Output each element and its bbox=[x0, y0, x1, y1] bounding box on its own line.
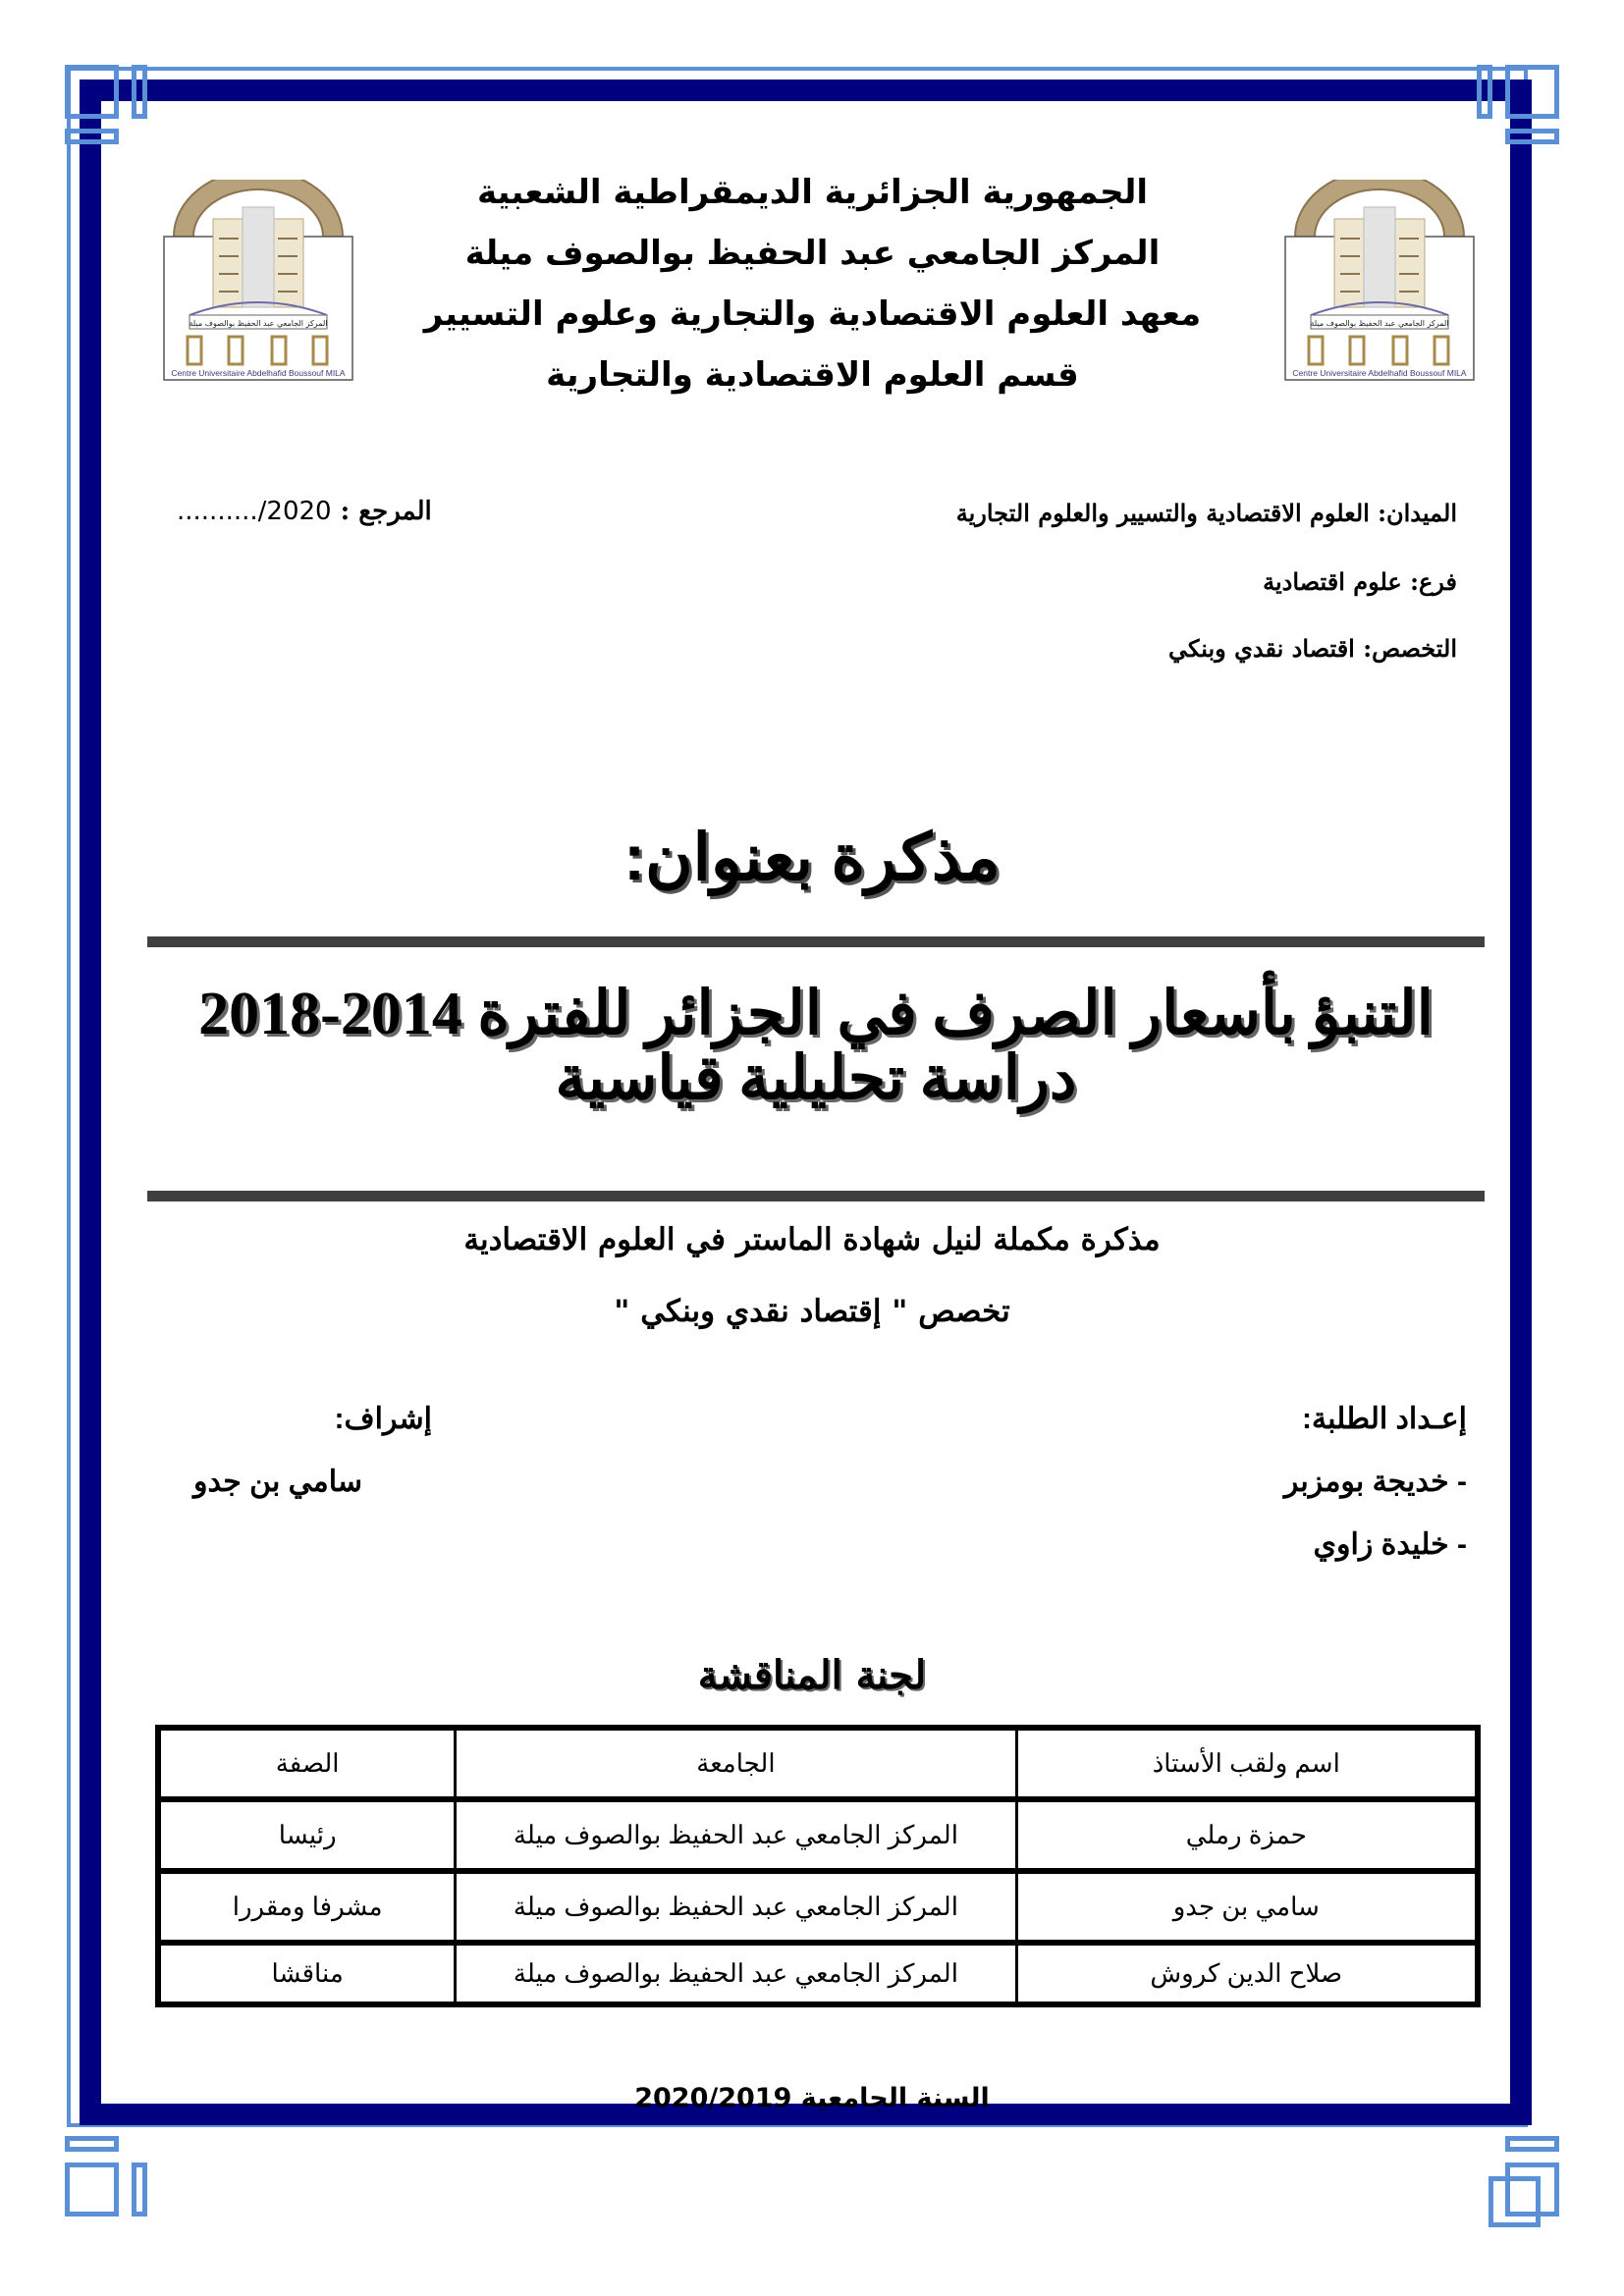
committee-title: لجنة المناقشة bbox=[697, 1652, 927, 1698]
logo-banner-text: المركز الجامعي عبد الحفيظ بوالصوف ميلة bbox=[1310, 319, 1449, 328]
header-university: المركز الجامعي عبد الحفيظ بوالصوف ميلة bbox=[464, 234, 1161, 273]
frame-corner-ornament bbox=[132, 65, 147, 119]
member-role: مناقشا bbox=[158, 1943, 456, 2004]
member-university: المركز الجامعي عبد الحفيظ بوالصوف ميلة bbox=[456, 1799, 1016, 1871]
university-logo-image bbox=[160, 180, 356, 386]
column-header-name: اسم ولقب الأستاذ bbox=[1016, 1728, 1478, 1799]
member-university: المركز الجامعي عبد الحفيظ بوالصوف ميلة bbox=[456, 1871, 1016, 1943]
column-header-university: الجامعة bbox=[456, 1728, 1016, 1799]
frame-corner-ornament bbox=[1489, 2176, 1541, 2227]
column-header-role: الصفة bbox=[158, 1728, 456, 1799]
specialty: التخصص: اقتصاد نقدي وبنكي bbox=[1167, 634, 1457, 663]
member-role: مشرفا ومقررا bbox=[158, 1871, 456, 1943]
frame-corner-ornament bbox=[1505, 129, 1559, 144]
student-name: - خديجة بومزبر bbox=[1283, 1466, 1467, 1498]
frame-corner-ornament bbox=[65, 129, 119, 144]
frame-corner-ornament bbox=[65, 65, 119, 119]
title-separator-top bbox=[147, 936, 1485, 947]
student-name: - خليدة زاوي bbox=[1313, 1528, 1467, 1561]
university-logo-image bbox=[1281, 180, 1478, 386]
logo-caption: Centre Universitaire Abdelhafid Boussouf MILA bbox=[171, 368, 346, 378]
title-separator-bottom bbox=[147, 1191, 1485, 1201]
degree-statement: مذكرة مكملة لنيل شهادة الماستر في العلوم الاقتصادية bbox=[463, 1222, 1161, 1257]
memo-heading: مذكرة بعنوان: bbox=[623, 821, 1001, 893]
students-label: إعـداد الطلبة: bbox=[1302, 1403, 1467, 1435]
supervisor-name: سامي بن جدو bbox=[193, 1466, 362, 1498]
logo-banner-text: المركز الجامعي عبد الحفيظ بوالصوف ميلة bbox=[189, 319, 328, 328]
thesis-title bbox=[147, 982, 1485, 1111]
member-university: المركز الجامعي عبد الحفيظ بوالصوف ميلة bbox=[456, 1943, 1016, 2004]
member-name: صلاح الدين كروش bbox=[1016, 1943, 1478, 2004]
frame-corner-ornament bbox=[1477, 65, 1492, 119]
frame-corner-ornament bbox=[1505, 2136, 1559, 2152]
reference-value: ........../2020 bbox=[177, 497, 332, 526]
frame-corner-ornament bbox=[132, 2163, 147, 2216]
university-logo-right bbox=[1281, 180, 1478, 386]
degree-specialty: تخصص " إقتصاد نقدي وبنكي " bbox=[614, 1294, 1010, 1329]
reference-label: المرجع : bbox=[340, 497, 432, 526]
frame-corner-ornament bbox=[65, 2136, 119, 2152]
frame-corner-ornament bbox=[65, 2163, 119, 2216]
logo-caption: Centre Universitaire Abdelhafid Boussouf MILA bbox=[1292, 368, 1467, 378]
header-institute: معهد العلوم الاقتصادية والتجارية وعلوم التسيير bbox=[423, 294, 1202, 334]
field-of-study: الميدان: العلوم الاقتصادية والتسيير والعلوم التجارية bbox=[955, 499, 1457, 527]
header-department: قسم العلوم الاقتصادية والتجارية bbox=[546, 355, 1079, 395]
institution-header bbox=[412, 162, 1213, 405]
table-row bbox=[158, 1799, 1478, 1871]
thesis-title-line-2: دراسة تحليلية قياسية bbox=[555, 1045, 1077, 1112]
reference bbox=[177, 497, 432, 526]
university-logo-left bbox=[160, 180, 356, 386]
table-header-row bbox=[158, 1728, 1478, 1799]
committee-table bbox=[155, 1725, 1481, 2007]
thesis-title-line-1: التنبؤ بأسعار الصرف في الجزائر للفترة 2014-2018 bbox=[198, 981, 1434, 1047]
member-name: حمزة رملي bbox=[1016, 1799, 1478, 1871]
table-row bbox=[158, 1943, 1478, 2004]
academic-year: السنة الجامعية 2020/2019 bbox=[634, 2083, 990, 2113]
member-name: سامي بن جدو bbox=[1016, 1871, 1478, 1943]
header-country: الجمهورية الجزائرية الديمقراطية الشعبية bbox=[477, 173, 1148, 212]
table-row bbox=[158, 1871, 1478, 1943]
branch: فرع: علوم اقتصادية bbox=[1263, 567, 1457, 596]
supervisor-label: إشراف: bbox=[334, 1403, 432, 1435]
frame-corner-ornament bbox=[1505, 65, 1559, 119]
member-role: رئيسا bbox=[158, 1799, 456, 1871]
